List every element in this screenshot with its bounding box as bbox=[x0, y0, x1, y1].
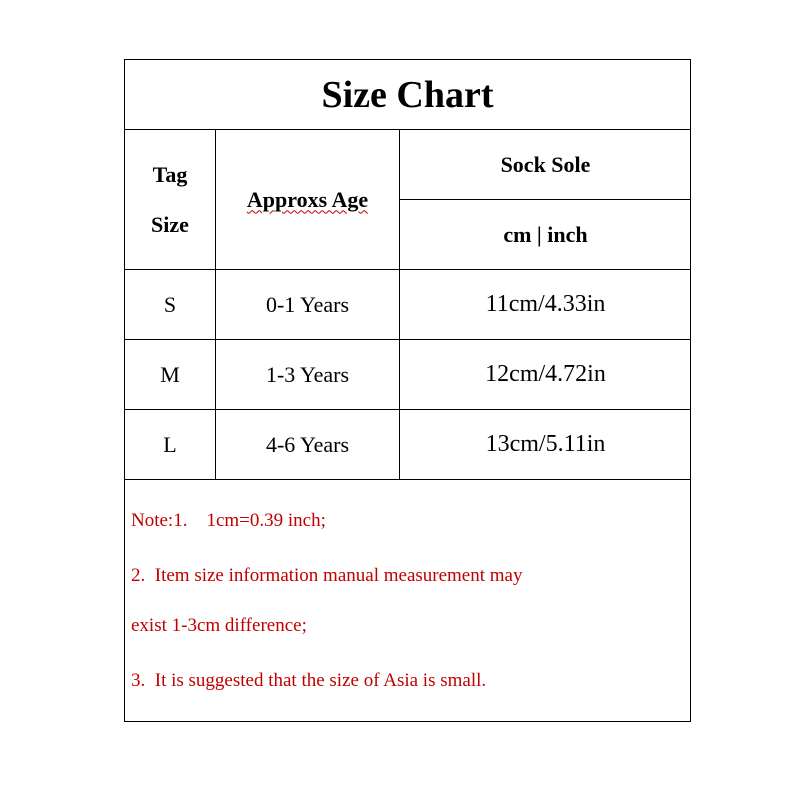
note-line-1: Note:1. 1cm=0.39 inch; bbox=[131, 510, 326, 531]
chart-title: Size Chart bbox=[125, 60, 690, 130]
divider-row-3 bbox=[125, 479, 691, 480]
header-approx-age-label: Approxs Age bbox=[246, 186, 369, 212]
size-chart bbox=[124, 59, 691, 722]
header-tag-size bbox=[125, 130, 215, 269]
row-s-age: 0-1 Years bbox=[265, 291, 350, 317]
header-approx-age bbox=[216, 130, 399, 269]
note-line-3: exist 1-3cm difference; bbox=[131, 615, 307, 636]
header-tag-line2: Size bbox=[151, 211, 189, 237]
row-s-size: S bbox=[163, 291, 177, 317]
row-l-size: L bbox=[163, 431, 177, 457]
header-sock-sole: Sock Sole bbox=[500, 151, 591, 177]
note-line-2: 2. Item size information manual measurement may bbox=[131, 565, 523, 586]
header-tag-line1: Tag bbox=[152, 161, 188, 187]
row-m-age: 1-3 Years bbox=[265, 361, 350, 387]
note-line-4: 3. It is suggested that the size of Asia is small. bbox=[131, 670, 487, 691]
row-l-sole: 13cm/5.11in bbox=[485, 431, 606, 457]
row-s-sole: 11cm/4.33in bbox=[485, 291, 606, 317]
row-l-age: 4-6 Years bbox=[265, 431, 350, 457]
row-m-sole: 12cm/4.72in bbox=[485, 361, 606, 387]
row-m-size: M bbox=[160, 361, 180, 387]
header-units: cm | inch bbox=[503, 221, 588, 247]
